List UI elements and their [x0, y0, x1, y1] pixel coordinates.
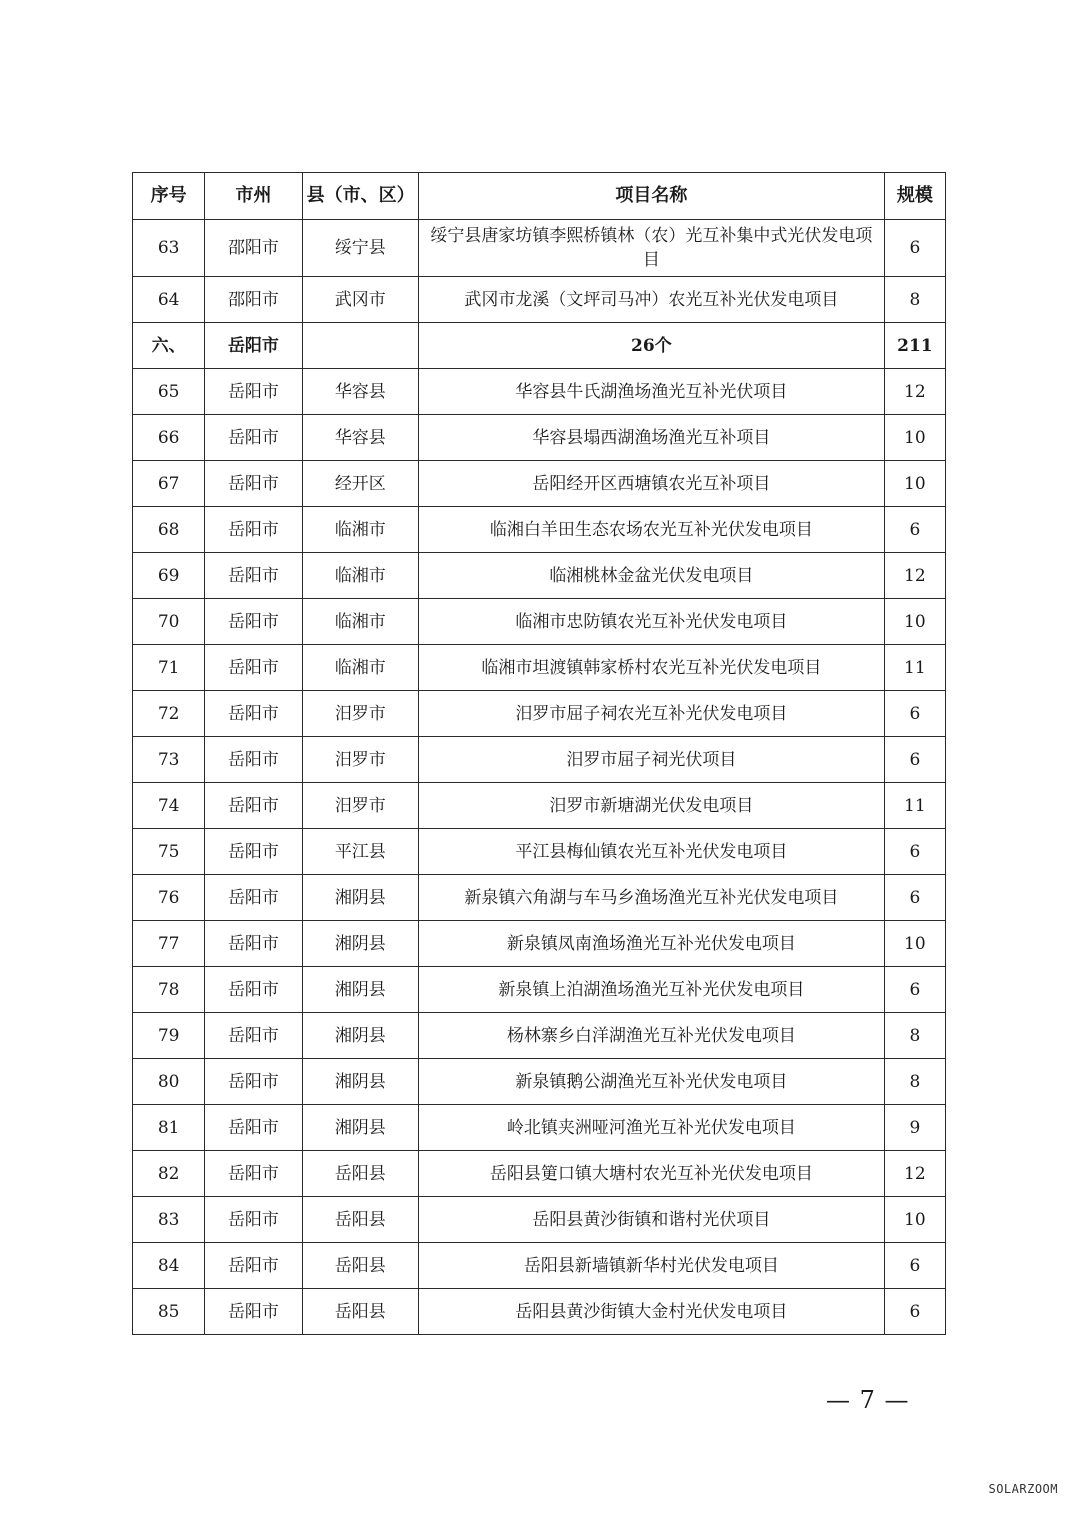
- cell-scale: 6: [884, 691, 945, 737]
- cell-county: 经开区: [302, 461, 418, 507]
- table-row: [133, 967, 946, 1013]
- cell-county: 汨罗市: [302, 737, 418, 783]
- cell-seq: 76: [133, 875, 205, 921]
- cell-project-name: 岳阳县筻口镇大塘村农光互补光伏发电项目: [419, 1151, 885, 1197]
- table-row: [133, 220, 946, 277]
- cell-scale: 6: [884, 220, 945, 277]
- cell-city: 岳阳市: [205, 415, 302, 461]
- cell-city: 岳阳市: [205, 507, 302, 553]
- cell-seq: 82: [133, 1151, 205, 1197]
- project-table: [132, 172, 946, 1335]
- table-row: [133, 875, 946, 921]
- cell-project-name: 绥宁县唐家坊镇李熙桥镇林（农）光互补集中式光伏发电项目: [419, 220, 885, 277]
- cell-project-name: 武冈市龙溪（文坪司马冲）农光互补光伏发电项目: [419, 277, 885, 323]
- cell-scale: 12: [884, 1151, 945, 1197]
- cell-city: 岳阳市: [205, 553, 302, 599]
- table-header-row: [133, 173, 946, 220]
- cell-project-name: 岳阳县新墙镇新华村光伏发电项目: [419, 1243, 885, 1289]
- cell-county: 临湘市: [302, 553, 418, 599]
- cell-county: 平江县: [302, 829, 418, 875]
- cell-scale: 12: [884, 553, 945, 599]
- table-row: [133, 553, 946, 599]
- cell-project-name: 新泉镇上泊湖渔场渔光互补光伏发电项目: [419, 967, 885, 1013]
- cell-scale: 10: [884, 415, 945, 461]
- cell-city: 岳阳市: [205, 645, 302, 691]
- cell-city: 岳阳市: [205, 737, 302, 783]
- cell-project-name: 平江县梅仙镇农光互补光伏发电项目: [419, 829, 885, 875]
- cell-seq: 84: [133, 1243, 205, 1289]
- cell-city: 岳阳市: [205, 1151, 302, 1197]
- cell-county: 湘阴县: [302, 921, 418, 967]
- cell-scale: 12: [884, 369, 945, 415]
- table-row: [133, 507, 946, 553]
- cell-city: 岳阳市: [205, 1197, 302, 1243]
- cell-seq: 73: [133, 737, 205, 783]
- table-body: [133, 220, 946, 1335]
- cell-project-name: 岳阳经开区西塘镇农光互补项目: [419, 461, 885, 507]
- cell-city: 邵阳市: [205, 220, 302, 277]
- cell-seq: 72: [133, 691, 205, 737]
- cell-city: 岳阳市: [205, 369, 302, 415]
- table-row: [133, 599, 946, 645]
- table-row: [133, 645, 946, 691]
- cell-county: [302, 323, 418, 369]
- cell-project-name: 华容县塌西湖渔场渔光互补项目: [419, 415, 885, 461]
- cell-city: 岳阳市: [205, 461, 302, 507]
- cell-seq: 74: [133, 783, 205, 829]
- cell-county: 湘阴县: [302, 967, 418, 1013]
- cell-county: 武冈市: [302, 277, 418, 323]
- cell-scale: 211: [884, 323, 945, 369]
- header-scale: 规模: [884, 173, 945, 220]
- table-row: [133, 323, 946, 369]
- cell-county: 湘阴县: [302, 1059, 418, 1105]
- cell-county: 华容县: [302, 415, 418, 461]
- cell-project-name: 岭北镇夹洲哑河渔光互补光伏发电项目: [419, 1105, 885, 1151]
- cell-scale: 10: [884, 461, 945, 507]
- table-row: [133, 1197, 946, 1243]
- cell-project-name: 华容县牛氏湖渔场渔光互补光伏项目: [419, 369, 885, 415]
- table-row: [133, 1059, 946, 1105]
- cell-project-name: 临湘市忠防镇农光互补光伏发电项目: [419, 599, 885, 645]
- cell-city: 邵阳市: [205, 277, 302, 323]
- cell-seq: 66: [133, 415, 205, 461]
- cell-city: 岳阳市: [205, 691, 302, 737]
- cell-scale: 6: [884, 829, 945, 875]
- table-row: [133, 921, 946, 967]
- cell-city: 岳阳市: [205, 829, 302, 875]
- cell-seq: 85: [133, 1289, 205, 1335]
- cell-project-name: 汨罗市屈子祠农光互补光伏发电项目: [419, 691, 885, 737]
- cell-scale: 6: [884, 1243, 945, 1289]
- cell-project-name: 新泉镇鹅公湖渔光互补光伏发电项目: [419, 1059, 885, 1105]
- cell-scale: 6: [884, 737, 945, 783]
- cell-project-name: 杨林寨乡白洋湖渔光互补光伏发电项目: [419, 1013, 885, 1059]
- table-row: [133, 369, 946, 415]
- cell-seq: 69: [133, 553, 205, 599]
- cell-seq: 83: [133, 1197, 205, 1243]
- cell-county: 汨罗市: [302, 691, 418, 737]
- header-seq: 序号: [133, 173, 205, 220]
- cell-seq: 六、: [133, 323, 205, 369]
- cell-project-name: 临湘桃林金盆光伏发电项目: [419, 553, 885, 599]
- cell-seq: 65: [133, 369, 205, 415]
- cell-seq: 67: [133, 461, 205, 507]
- cell-seq: 64: [133, 277, 205, 323]
- table-row: [133, 1151, 946, 1197]
- cell-seq: 71: [133, 645, 205, 691]
- table-row: [133, 1105, 946, 1151]
- cell-scale: 9: [884, 1105, 945, 1151]
- cell-project-name: 新泉镇凤南渔场渔光互补光伏发电项目: [419, 921, 885, 967]
- cell-scale: 6: [884, 507, 945, 553]
- cell-county: 临湘市: [302, 599, 418, 645]
- cell-scale: 8: [884, 1059, 945, 1105]
- table-row: [133, 1289, 946, 1335]
- cell-project-name: 临湘市坦渡镇韩家桥村农光互补光伏发电项目: [419, 645, 885, 691]
- table-row: [133, 1013, 946, 1059]
- header-city: 市州: [205, 173, 302, 220]
- table-row: [133, 737, 946, 783]
- cell-scale: 8: [884, 277, 945, 323]
- cell-project-name: 26个: [419, 323, 885, 369]
- cell-county: 临湘市: [302, 507, 418, 553]
- cell-scale: 6: [884, 967, 945, 1013]
- cell-city: 岳阳市: [205, 323, 302, 369]
- cell-scale: 6: [884, 1289, 945, 1335]
- cell-city: 岳阳市: [205, 783, 302, 829]
- header-county: 县（市、区）: [302, 173, 418, 220]
- header-project-name: 项目名称: [419, 173, 885, 220]
- watermark: SOLARZOOM: [988, 1482, 1058, 1496]
- cell-project-name: 汨罗市屈子祠光伏项目: [419, 737, 885, 783]
- table-row: [133, 1243, 946, 1289]
- cell-seq: 81: [133, 1105, 205, 1151]
- cell-county: 岳阳县: [302, 1151, 418, 1197]
- cell-project-name: 临湘白羊田生态农场农光互补光伏发电项目: [419, 507, 885, 553]
- cell-scale: 6: [884, 875, 945, 921]
- table-row: [133, 415, 946, 461]
- cell-project-name: 岳阳县黄沙街镇大金村光伏发电项目: [419, 1289, 885, 1335]
- cell-seq: 75: [133, 829, 205, 875]
- cell-county: 湘阴县: [302, 875, 418, 921]
- cell-county: 湘阴县: [302, 1105, 418, 1151]
- cell-project-name: 汨罗市新塘湖光伏发电项目: [419, 783, 885, 829]
- cell-project-name: 岳阳县黄沙街镇和谐村光伏项目: [419, 1197, 885, 1243]
- cell-scale: 10: [884, 921, 945, 967]
- cell-seq: 77: [133, 921, 205, 967]
- cell-city: 岳阳市: [205, 1243, 302, 1289]
- page-number: — 7 —: [826, 1386, 910, 1414]
- cell-city: 岳阳市: [205, 599, 302, 645]
- cell-city: 岳阳市: [205, 875, 302, 921]
- cell-county: 汨罗市: [302, 783, 418, 829]
- cell-county: 华容县: [302, 369, 418, 415]
- cell-city: 岳阳市: [205, 921, 302, 967]
- cell-scale: 10: [884, 599, 945, 645]
- table-row: [133, 461, 946, 507]
- cell-city: 岳阳市: [205, 1059, 302, 1105]
- cell-scale: 11: [884, 783, 945, 829]
- cell-scale: 8: [884, 1013, 945, 1059]
- table-row: [133, 691, 946, 737]
- table-row: [133, 829, 946, 875]
- cell-project-name: 新泉镇六角湖与车马乡渔场渔光互补光伏发电项目: [419, 875, 885, 921]
- cell-seq: 80: [133, 1059, 205, 1105]
- cell-seq: 78: [133, 967, 205, 1013]
- cell-county: 岳阳县: [302, 1243, 418, 1289]
- cell-county: 湘阴县: [302, 1013, 418, 1059]
- cell-county: 绥宁县: [302, 220, 418, 277]
- cell-scale: 10: [884, 1197, 945, 1243]
- cell-county: 岳阳县: [302, 1197, 418, 1243]
- cell-county: 岳阳县: [302, 1289, 418, 1335]
- table-row: [133, 277, 946, 323]
- cell-county: 临湘市: [302, 645, 418, 691]
- cell-seq: 63: [133, 220, 205, 277]
- cell-city: 岳阳市: [205, 967, 302, 1013]
- cell-seq: 70: [133, 599, 205, 645]
- cell-city: 岳阳市: [205, 1013, 302, 1059]
- table-row: [133, 783, 946, 829]
- cell-scale: 11: [884, 645, 945, 691]
- cell-city: 岳阳市: [205, 1289, 302, 1335]
- cell-city: 岳阳市: [205, 1105, 302, 1151]
- cell-seq: 79: [133, 1013, 205, 1059]
- cell-seq: 68: [133, 507, 205, 553]
